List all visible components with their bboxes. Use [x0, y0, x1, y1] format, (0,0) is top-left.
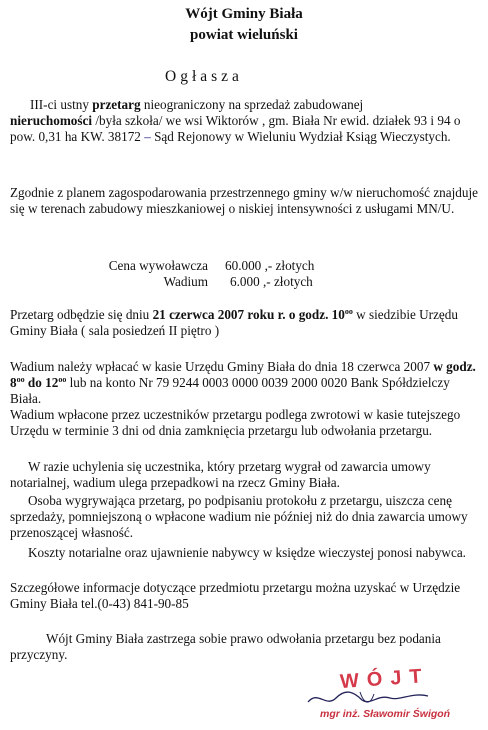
forfeit-paragraph: W razie uchylenia się uczestnika, który przetarg wygrał od zawarcia umowy notarialnej, wadium ulega przepadkowi na rzecz Gminy Biała.	[10, 459, 431, 491]
deposit-refund-paragraph: Wadium wpłacone przez uczestników przetargu podlega zwrotowi w kasie tutejszego Urzędu w terminie 3 dni od dnia zamknięcia przetargu lub odwołania przetargu.	[10, 407, 461, 439]
text-run: Wadium należy wpłacać w kasie Urzędu Gminy Biała do dnia 18 czerwca 2007	[10, 359, 434, 374]
tender-date: 21 czerwca 2007 roku r. o godz. 10	[152, 307, 345, 322]
contact-info-paragraph: Szczegółowe informacje dotyczące przedmiotu przetargu można uzyskać w Urzędzie Gminy Biała tel.(0-43) 841-90-85	[10, 580, 461, 612]
signatory-name: mgr inż. Sławomir Świgoń	[320, 708, 451, 720]
text-run: nieograniczony na sprzedaż zabudowanej	[140, 97, 364, 112]
issuer-county: powiat wieluński	[190, 27, 298, 43]
property-keyword: nieruchomości	[10, 113, 93, 129]
notary-costs-paragraph: Koszty notarialne oraz ujawnienie nabywcy w księdze wieczystej ponosi nabywca.	[28, 545, 466, 560]
deposit-payment-paragraph	[10, 359, 480, 408]
text-run: w siedzibie Urzędu Gminy Biała ( sala posiedzeń II piętro )	[10, 307, 458, 339]
tender-keyword: przetarg	[92, 97, 141, 112]
announcement-heading: Ogłasza	[165, 68, 243, 85]
text-run: Przetarg odbędzie się dniu	[10, 307, 153, 322]
superscript: oo	[344, 307, 353, 316]
text-run: lub na konto Nr 79 9244 0003 0000 0039 2000 0020 Bank Spółdzielczy Biała.	[10, 375, 450, 407]
reservation-paragraph: Wójt Gminy Biała zastrzega sobie prawo odwołania przetargu bez podania przyczyny.	[10, 631, 441, 663]
zoning-paragraph: Zgodnie z planem zagospodarowania przestrzennego gminy w/w nieruchomość znajduje się w terenach zabudowy mieszkaniowej o niskiej intensywności z usługami MN/U.	[10, 185, 478, 217]
deposit-value: 6.000 ,- złotych	[230, 274, 313, 289]
hours-to: do 12	[24, 375, 59, 391]
text-run: III-ci ustny	[30, 97, 93, 112]
starting-price-label: Cena wywoławcza	[108, 258, 208, 273]
starting-price-value: 60.000 ,- złotych	[225, 258, 315, 273]
hours-from: w godz. 8	[10, 359, 476, 391]
stamp-title: WÓJT	[339, 664, 431, 694]
text-run: Sąd Rejonowy w Wieluniu Wydział Ksiąg Wieczystych.	[150, 129, 451, 145]
superscript: oo	[16, 375, 25, 385]
superscript: oo	[58, 375, 67, 385]
winner-obligation-paragraph: Osoba wygrywająca przetarg, po podpisaniu protokołu z przetargu, uiszcza cenę sprzedaży, pomniejszoną o wpłacone wadium nie później niż do dnia zawarcia umowy przenoszącej własność.	[10, 493, 468, 541]
text-run: /była szkoła/ we wsi Wiktorów , gm. Biała Nr ewid. działek 93 i 94 o pow. 0,31 ha KW. 38172	[10, 113, 461, 145]
dash: –	[144, 129, 151, 145]
tender-description	[10, 97, 480, 146]
issuer-title: Wójt Gminy Biała	[185, 6, 303, 22]
deposit-label: Wadium	[163, 274, 208, 289]
tender-date-paragraph	[10, 307, 480, 339]
